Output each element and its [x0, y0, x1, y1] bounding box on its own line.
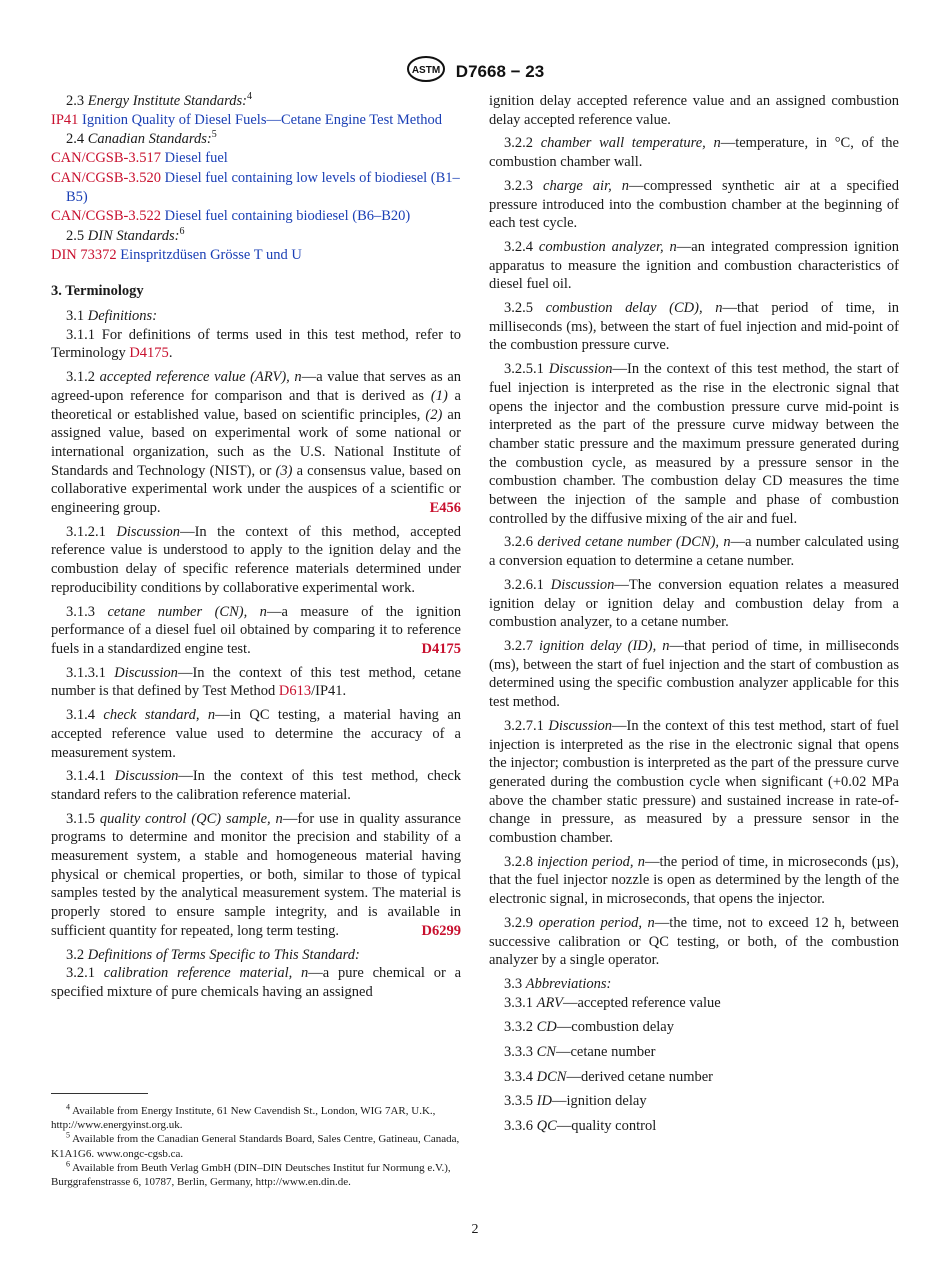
- abbreviation-item: 3.3.3 CN—cetane number: [504, 1044, 656, 1061]
- e456-link[interactable]: E456: [429, 500, 461, 517]
- footnotes: [51, 1104, 461, 1189]
- para-3-1-3-1: 3.1.3.1 Discussion—In the context of this test method, cetane number is that defined by Test Method D613/IP41.: [51, 664, 462, 700]
- para-3-2-5: 3.2.5 combustion delay (CD), n—that period of time, in milliseconds (ms), between the start of fuel injection and mid-point of the combustion pressure curve.: [489, 300, 900, 354]
- d6299-link[interactable]: D6299: [421, 922, 461, 939]
- d4175-link[interactable]: D4175: [129, 345, 169, 362]
- para-3-2-7-1: 3.2.7.1 Discussion—In the context of this test method, start of fuel injection is interpreted as the rise in the electronic signal that opens the injector; combustion is interpreted as the part of the pressure curve generated during the combustion cycle when significant (+0.02 MPa above the chamber static pressure) and sustained increase in rate-of-change in pressure, as measured by a pressure sensor in the combustion chamber.: [489, 717, 900, 847]
- ip41-title-link[interactable]: Ignition Quality of Diesel Fuels—Cetane Engine Test Method: [82, 111, 442, 128]
- svg-text:ASTM: ASTM: [411, 65, 440, 76]
- d4175-link-2[interactable]: D4175: [421, 640, 461, 657]
- para-3-1-4-1: 3.1.4.1 Discussion—In the context of this test method, check standard refers to the calibration reference material.: [51, 768, 462, 803]
- para-3-1-3: 3.1.3 cetane number (CN), n—a measure of the ignition performance of a diesel fuel oil obtained by comparing it to reference fuels in a standardized engine test. D4175: [51, 603, 462, 657]
- footnote-4: $^4$ Available from Energy Institute, 61 New Cavendish St., London, WIG 7AR, U.K., http://www.energyinst.org.uk.: [51, 1102, 436, 1132]
- para-3-2-6: 3.2.6 derived cetane number (DCN), n—a number calculated using a conversion equation to determine a cetane number.: [489, 534, 900, 570]
- can522-link[interactable]: CAN/CGSB-3.522: [51, 208, 161, 225]
- can520-title-link[interactable]: Diesel fuel containing low levels of biodiesel (B1–B5): [66, 169, 460, 205]
- para-3-2-9: 3.2.9 operation period, n—the time, not to exceed 12 h, between successive calibration or QC testing, or both, of the combustion analyzer by a single operator.: [489, 914, 900, 969]
- section-2-4-heading: 2.4 Canadian Standards:$^5$: [66, 129, 217, 148]
- abbreviation-item: 3.3.6 QC—quality control: [504, 1118, 657, 1135]
- para-3-1-1: 3.1.1 For definitions of terms used in this test method, refer to Terminology D4175.: [51, 326, 461, 362]
- section-2-5-heading: 2.5 DIN Standards:$^6$: [66, 226, 185, 244]
- para-3-2-1-continued: ignition delay accepted reference value and an assigned combustion delay accepted reference value.: [489, 93, 899, 128]
- reference-can-522: [51, 207, 461, 226]
- section-3-1-heading: 3.1 Definitions:: [66, 308, 158, 325]
- footnote-6: $^6$ Available from Beuth Verlag GmbH (DIN–DIN Deutsches Institut fur Normung e.V.), Burggrafenstrasse 6, 10787, Berlin, Germany, http://www.en.din.de.: [51, 1159, 451, 1189]
- din-title-link[interactable]: Einspritzdüsen Grösse T und U: [120, 246, 302, 263]
- para-3-1-5: 3.1.5 quality control (QC) sample, n—for use in quality assurance programs to determine and monitor the precision and stability of a measurement system, a stable and homogeneous material having physical or chemical properties, or both, similar to those of typical samples tested by the analytical measurement system. The material is properly stored to ensure sample integrity, and is available in sufficient quantity for repeated, long term testing. D6299: [51, 810, 461, 939]
- footnote-divider: [51, 1093, 148, 1094]
- para-3-2-6-1: 3.2.6.1 Discussion—The conversion equation relates a measured ignition delay or ignition delay and combustion delay from a combustion analyzer, to a cetane number.: [489, 576, 899, 631]
- reference-din-73372: [51, 246, 461, 265]
- can522-title-link[interactable]: Diesel fuel containing biodiesel (B6–B20): [164, 208, 411, 225]
- para-3-2-8: 3.2.8 injection period, n—the period of time, in microseconds (µs), that the fuel injector nozzle is open as determined by the length of the electronic signal, in microseconds, that opens the injector.: [489, 853, 900, 908]
- ip41-link[interactable]: IP41: [51, 111, 79, 128]
- din-link[interactable]: DIN 73372: [51, 246, 117, 263]
- page-number: 2: [471, 1222, 479, 1237]
- section-2-3-heading: 2.3 Energy Institute Standards:$^4$: [66, 91, 252, 109]
- para-3-2-1: 3.2.1 calibration reference material, n—a pure chemical or a specified mixture of pure chemicals having an assigned: [51, 965, 462, 1000]
- para-3-2-3: 3.2.3 charge air, n—compressed synthetic air at a specified pressure introduced into the combustion chamber at the beginning of each test cycle.: [489, 177, 899, 232]
- para-3-1-2: 3.1.2 accepted reference value (ARV), n—a value that serves as an agreed-upon reference for comparison and that is derived as (1) a theoretical or established value, based on scientific principles, (2) an assigned value, based on experimental work of some national or international organization, such as the U.S. National Institute of Standards and Technology (NIST), or (3) a consensus value, based on collaborative experimental work under the auspices of a scientific or engineering group. E456: [51, 369, 462, 517]
- section-3-heading: 3. Terminology: [51, 283, 144, 300]
- reference-can-520: [51, 169, 461, 206]
- can517-link[interactable]: CAN/CGSB-3.517: [51, 150, 161, 167]
- para-3-2-4: 3.2.4 combustion analyzer, n—an integrated compression ignition apparatus to measure the ignition and combustion characteristics of diesel fuel oil.: [489, 238, 900, 293]
- left-column: [51, 92, 461, 1007]
- right-column: [489, 92, 899, 1142]
- para-3-1-4: 3.1.4 check standard, n—in QC testing, a material having an accepted reference value used to determine the accuracy of a measurement system.: [51, 707, 461, 761]
- abbreviation-item: 3.3.5 ID—ignition delay: [504, 1093, 647, 1110]
- d613-link[interactable]: D613: [278, 683, 312, 700]
- document-id: D7668 − 23: [455, 61, 545, 81]
- can517-title-link[interactable]: Diesel fuel: [164, 150, 228, 167]
- page-header: [0, 56, 950, 87]
- section-3-2-heading: 3.2 Definitions of Terms Specific to This Standard:: [66, 946, 360, 963]
- reference-ip41: [51, 111, 461, 130]
- abbreviation-item: 3.3.4 DCN—derived cetane number: [504, 1068, 713, 1085]
- para-3-2-5-1: 3.2.5.1 Discussion—In the context of this test method, the start of fuel injection is interpreted as the rise in the electronic signal that opens the injector and the combustion pressure curve mid-point is interpreted as the part of the pressure curve midway between the chamber static pressure and the maximum pressure generated during the combustion cycle, as measured by a pressure sensor in the combustion chamber. The combustion delay CD measures the time between the injection of the sample and phase of combustion controlled by the diffusive mixing of the air and fuel.: [489, 361, 900, 527]
- astm-logo-icon: [406, 56, 446, 87]
- abbreviation-item: 3.3.2 CD—combustion delay: [504, 1019, 674, 1036]
- footnote-5: $^5$ Available from the Canadian General Standards Board, Sales Centre, Gatineau, Canada, K1A1G6. www.ongc-cgsb.ca.: [51, 1130, 460, 1160]
- para-3-1-2-1: 3.1.2.1 Discussion—In the context of this method, accepted reference value is understood to apply to the ignition delay and the combustion delay of specific reference materials determined under reproducibility conditions by collaborative experimental work.: [51, 523, 462, 596]
- para-3-2-7: 3.2.7 ignition delay (ID), n—that period of time, in milliseconds (ms), between the start of fuel injection and the start of combustion as determined using the specific combustion analyzer applicable for this test method.: [489, 637, 900, 711]
- can520-link[interactable]: CAN/CGSB-3.520: [51, 169, 161, 186]
- para-3-2-2: 3.2.2 chamber wall temperature, n—temperature, in °C, of the combustion chamber wall.: [489, 135, 899, 171]
- reference-can-517: [51, 149, 461, 168]
- abbreviation-item: 3.3.1 ARV—accepted reference value: [504, 994, 721, 1011]
- section-3-3-heading: 3.3 Abbreviations:: [504, 975, 612, 992]
